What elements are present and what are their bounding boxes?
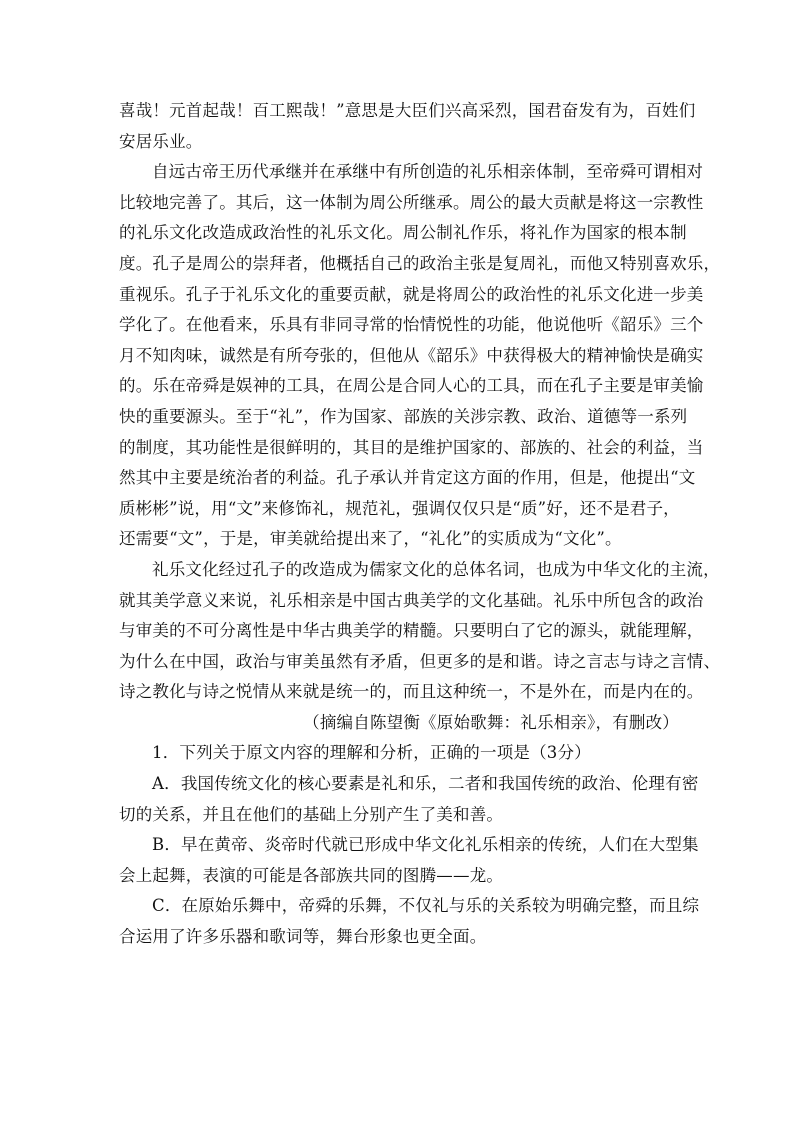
text-line: 就其美学意义来说，礼乐相亲是中国古典美学的文化基础。礼乐中所包含的政治 — [119, 590, 704, 610]
text-line: 重视乐。孔子于礼乐文化的重要贡献，就是将周公的政治性的礼乐文化进一步美 — [119, 284, 704, 304]
text-line: 喜哉！元首起哉！百工熙哉！”意思是大臣们兴高采烈，国君奋发有为，百姓们 — [119, 101, 696, 120]
text-line: 诗之教化与诗之悦情从来就是统一的，而且这种统一，不是外在，而是内在的。 — [119, 682, 704, 702]
text-line: 快的重要源头。至于“礼”，作为国家、部族的关涉宗教、政治、道德等一系列 — [119, 406, 688, 426]
text-line: 为什么在中国，政治与审美虽然有矛盾，但更多的是和谐。诗之言志与诗之言情、 — [119, 651, 721, 671]
source-attribution: （摘编自陈望衡《原始歌舞：礼乐相亲》，有删改） — [303, 712, 679, 732]
text-line: 比较地完善了。其后，这一体制为周公所继承。周公的最大贡献是将这一宗教性 — [119, 192, 704, 212]
text-line: 切的关系，并且在他们的基础上分别产生了美和善。 — [119, 804, 504, 824]
document-page — [119, 96, 721, 953]
text-line: 安居乐业。 — [119, 131, 203, 151]
text-line: 与审美的不可分离性是中华古典美学的精髓。只要明白了它的源头，就能理解， — [119, 621, 704, 641]
text-line: 1．下列关于原文内容的理解和分析，正确的一项是（3分） — [152, 743, 591, 763]
text-line: 月不知肉味，诚然是有所夸张的，但他从《韶乐》中获得极大的精神愉快是确实 — [119, 345, 704, 365]
text-line: 自远古帝王历代承继并在承继中有所创造的礼乐相亲体制，至帝舜可谓相对 — [152, 162, 704, 182]
text-line: 礼乐文化经过孔子的改造成为儒家文化的总体名词，也成为中华文化的主流， — [152, 559, 720, 579]
text-line: 合运用了许多乐器和歌词等，舞台形象也更全面。 — [119, 927, 487, 947]
text-line: 的制度，其功能性是很鲜明的，其目的是维护国家的、部族的、社会的利益，当 — [119, 437, 704, 457]
text-line: 还需要“文”，于是，审美就给提出来了，“礼化”的实质成为“文化”。 — [119, 529, 622, 549]
text-line: 的礼乐文化改造成政治性的礼乐文化。周公制礼作乐，将礼作为国家的根本制 — [119, 223, 687, 243]
text-line: 度。孔子是周公的崇拜者，他概括自己的政治主张是复周礼，而他又特别喜欢乐， — [119, 253, 721, 273]
text-line: 学化了。在他看来，乐具有非同寻常的怡情悦性的功能，他说他听《韶乐》三个 — [119, 315, 704, 335]
text-line: 会上起舞，表演的可能是各部族共同的图腾——龙。 — [119, 865, 504, 885]
text-line: B．早在黄帝、炎帝时代就已形成中华文化礼乐相亲的传统，人们在大型集 — [152, 835, 699, 855]
text-line: C．在原始乐舞中，帝舜的乐舞，不仅礼与乐的关系较为明确完整，而且综 — [152, 896, 700, 916]
text-line: 的。乐在帝舜是娱神的工具，在周公是合同人心的工具，而在孔子主要是审美愉 — [119, 376, 704, 396]
text-line: 质彬彬”说，用“文”来修饰礼，规范礼，强调仅仅只是“质”好，还不是君子， — [119, 498, 680, 518]
text-line: 然其中主要是统治者的利益。孔子承认并肯定这方面的作用，但是，他提出“文 — [119, 468, 696, 488]
text-line: A．我国传统文化的核心要素是礼和乐，二者和我国传统的政治、伦理有密 — [152, 774, 699, 794]
